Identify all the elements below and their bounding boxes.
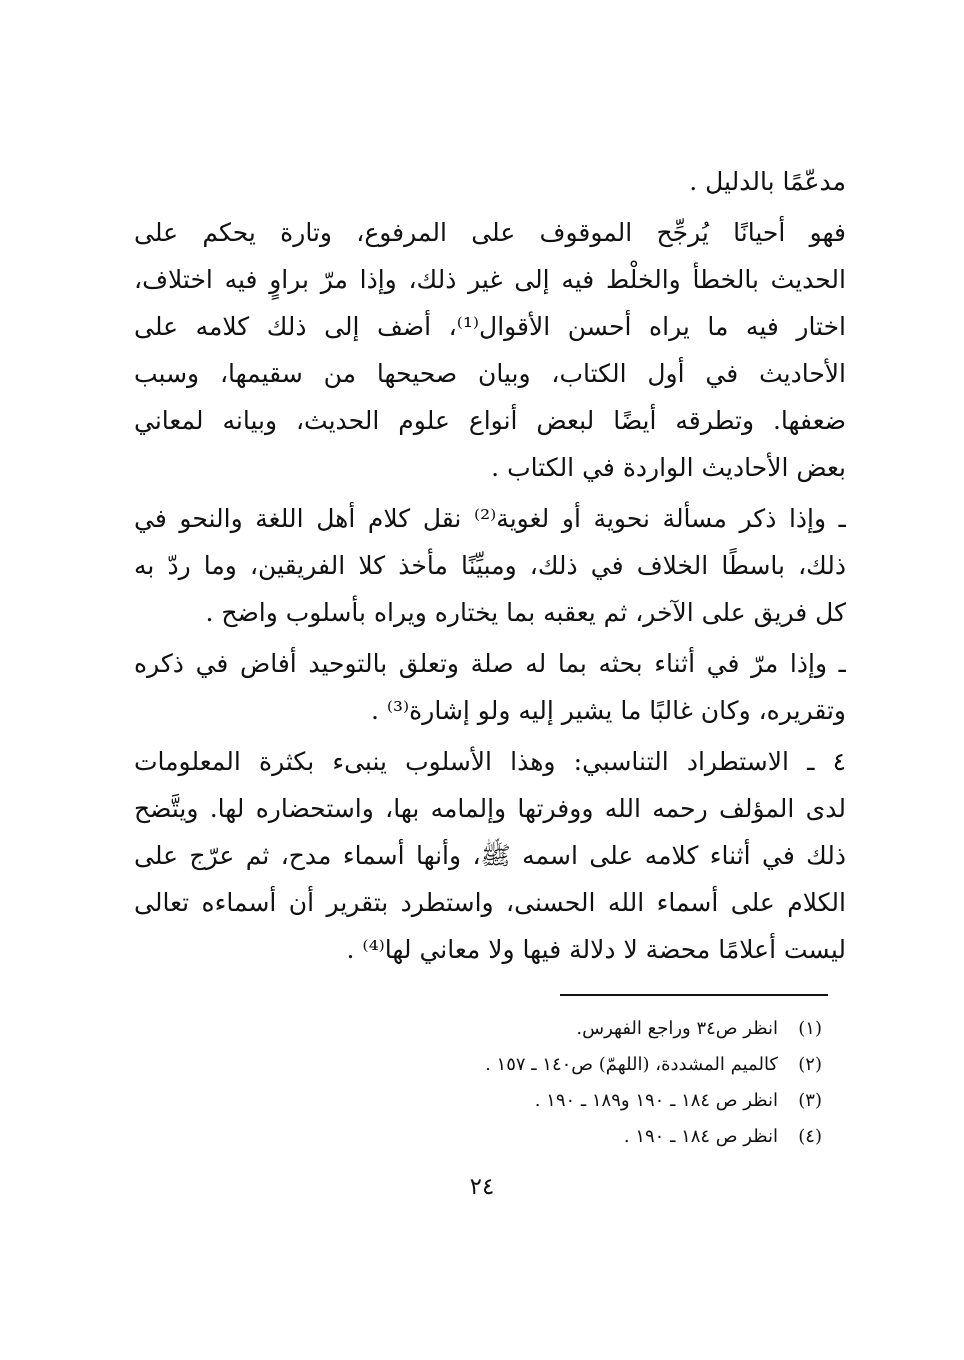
text-line: ضعفها. وتطرقه أيضًا لبعض أنواع علوم الحديث، وبيانه لمعاني [134,406,846,435]
text-line: ليست أعلامًا محضة لا دلالة فيها ولا معاني لها⁽⁴⁾ . [346,935,846,964]
footnote-item [262,1119,822,1155]
footnote-text: انظر ص ١٨٤ ـ ١٩٠ . [623,1126,778,1147]
footnote-divider [560,994,828,996]
footnote-number: (٤) [798,1126,822,1147]
page-number: ٢٤ [469,1174,495,1200]
text-line: ـ وإذا ذكر مسألة نحوية أو لغوية⁽²⁾ نقل كلام أهل اللغة والنحو في [134,504,846,533]
text-line: ـ وإذا مرّ في أثناء بحثه بما له صلة وتعلق بالتوحيد أفاض في ذكره [134,649,846,678]
footnote-number: (١) [798,1018,822,1039]
text-line: ذلك في أثناء كلامه على اسمه ﷺ، وأنها أسماء مدح، ثم عرّج على [134,841,846,870]
footnote-item [262,1083,822,1119]
text-line: اختار فيه ما يراه أحسن الأقوال⁽¹⁾، أضف إلى ذلك كلامه على [134,312,846,341]
text-line: ٤ ـ الاستطراد التناسبي: وهذا الأسلوب ينبىء بكثرة المعلومات [134,747,846,776]
text-line: كل فريق على الآخر، ثم يعقبه بما يختاره ويراه بأسلوب واضح . [205,598,846,627]
main-text [134,158,846,973]
text-line: الحديث بالخطأ والخلْط فيه إلى غير ذلك، وإذا مرّ براوٍ فيه اختلاف، [134,265,846,294]
footnote-text: انظر ص ١٨٤ ـ ١٩٠ و١٨٩ ـ ١٩٠ . [534,1090,778,1111]
footnote-number: (٣) [798,1090,822,1111]
footnote-item [262,1011,822,1047]
text-line: مدعّمًا بالدليل . [689,167,846,196]
text-line: ذلك، باسطًا الخلاف في ذلك، ومبيِّنًا مأخذ كلا الفريقين، وما ردّ به [134,551,846,580]
text-line: بعض الأحاديث الواردة في الكتاب . [491,453,846,482]
text-line: لدى المؤلف رحمه الله ووفرتها وإلمامه بها، واستحضاره لها. ويتَّضح [134,794,846,823]
footnote-item [262,1047,822,1083]
text-line: فهو أحيانًا يُرجِّح الموقوف على المرفوع، وتارة يحكم على [134,218,846,247]
text-line: وتقريره، وكان غالبًا ما يشير إليه ولو إشارة⁽³⁾ . [370,696,846,725]
footnotes [262,1011,822,1155]
footnote-text: انظر ص٣٤ وراجع الفهرس. [576,1018,778,1039]
footnote-number: (٢) [798,1054,822,1075]
footnote-text: كالميم المشددة، (اللهمّ) ص١٤٠ ـ ١٥٧ . [485,1054,778,1075]
text-line: الأحاديث في أول الكتاب، وبيان صحيحها من سقيمها، وسبب [134,359,846,388]
text-line: الكلام على أسماء الله الحسنى، واستطرد بتقرير أن أسماءه تعالى [134,888,846,917]
